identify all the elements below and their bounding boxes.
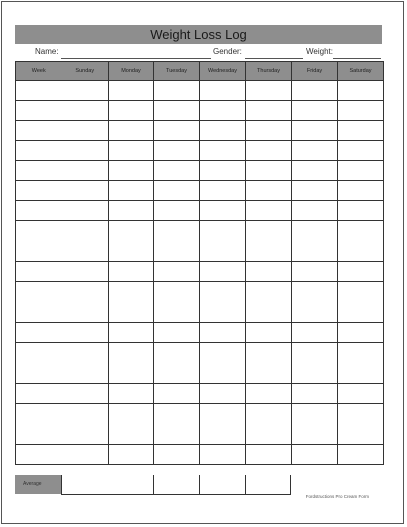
cell-tuesday[interactable] [154, 101, 200, 121]
cell-monday[interactable] [109, 262, 154, 282]
cell-thursday[interactable] [246, 323, 292, 343]
info-row [15, 46, 382, 60]
cell-friday[interactable] [292, 141, 338, 161]
cell-thursday[interactable] [246, 404, 292, 445]
cell-friday[interactable] [292, 262, 338, 282]
cell-thursday[interactable] [246, 201, 292, 221]
cell-week[interactable] [16, 282, 62, 323]
cell-saturday[interactable] [338, 101, 384, 121]
header-row [16, 62, 384, 81]
cell-thursday[interactable] [246, 343, 292, 384]
cell-friday[interactable] [292, 282, 338, 323]
cell-week[interactable] [16, 343, 62, 384]
cell-thursday[interactable] [246, 161, 292, 181]
cell-thursday[interactable] [246, 384, 292, 404]
name-field[interactable] [61, 58, 211, 59]
cell-tuesday[interactable] [154, 323, 200, 343]
cell-saturday[interactable] [338, 343, 384, 384]
name-label: Name: [35, 47, 59, 56]
cell-friday[interactable] [292, 101, 338, 121]
weight-log-table [15, 61, 384, 465]
table-row [16, 404, 384, 445]
cell-saturday[interactable] [338, 445, 384, 465]
cell-wednesday[interactable] [200, 343, 246, 384]
cell-friday[interactable] [292, 201, 338, 221]
cell-tuesday[interactable] [154, 81, 200, 101]
cell-week[interactable] [16, 262, 62, 282]
cell-monday[interactable] [109, 282, 154, 323]
cell-friday[interactable] [292, 323, 338, 343]
average-cell-thursday[interactable] [245, 475, 291, 495]
cell-week[interactable] [16, 141, 62, 161]
cell-sunday[interactable] [62, 262, 109, 282]
cell-week[interactable] [16, 121, 62, 141]
col-header-sunday: Sunday [62, 62, 109, 81]
cell-friday[interactable] [292, 221, 338, 262]
table-row [16, 323, 384, 343]
cell-tuesday[interactable] [154, 343, 200, 384]
cell-monday[interactable] [109, 404, 154, 445]
cell-sunday[interactable] [62, 445, 109, 465]
cell-monday[interactable] [109, 141, 154, 161]
cell-thursday[interactable] [246, 262, 292, 282]
cell-saturday[interactable] [338, 81, 384, 101]
cell-thursday[interactable] [246, 81, 292, 101]
cell-wednesday[interactable] [200, 445, 246, 465]
cell-wednesday[interactable] [200, 101, 246, 121]
cell-week[interactable] [16, 221, 62, 262]
cell-tuesday[interactable] [154, 141, 200, 161]
table-row [16, 343, 384, 384]
weight-field[interactable] [333, 58, 381, 59]
cell-monday[interactable] [109, 221, 154, 262]
cell-sunday[interactable] [62, 221, 109, 262]
cell-saturday[interactable] [338, 141, 384, 161]
cell-tuesday[interactable] [154, 161, 200, 181]
table-row [16, 445, 384, 465]
cell-monday[interactable] [109, 101, 154, 121]
cell-saturday[interactable] [338, 121, 384, 141]
table-row [16, 181, 384, 201]
cell-saturday[interactable] [338, 201, 384, 221]
table-row [16, 141, 384, 161]
cell-tuesday[interactable] [154, 221, 200, 262]
cell-monday[interactable] [109, 343, 154, 384]
col-header-wednesday: Wednesday [200, 62, 246, 81]
col-header-saturday: Saturday [338, 62, 384, 81]
table-row [16, 282, 384, 323]
col-header-friday: Friday [292, 62, 338, 81]
cell-wednesday[interactable] [200, 221, 246, 262]
cell-friday[interactable] [292, 445, 338, 465]
table-row [16, 121, 384, 141]
cell-sunday[interactable] [62, 282, 109, 323]
cell-monday[interactable] [109, 201, 154, 221]
cell-monday[interactable] [109, 181, 154, 201]
average-cell-sun-mon[interactable] [61, 475, 153, 495]
cell-wednesday[interactable] [200, 262, 246, 282]
cell-wednesday[interactable] [200, 323, 246, 343]
col-header-week: Week [16, 62, 62, 81]
cell-sunday[interactable] [62, 384, 109, 404]
cell-sunday[interactable] [62, 181, 109, 201]
cell-week[interactable] [16, 161, 62, 181]
average-label: Average [15, 475, 61, 494]
cell-monday[interactable] [109, 384, 154, 404]
cell-monday[interactable] [109, 121, 154, 141]
cell-saturday[interactable] [338, 262, 384, 282]
cell-friday[interactable] [292, 343, 338, 384]
cell-tuesday[interactable] [154, 445, 200, 465]
cell-monday[interactable] [109, 81, 154, 101]
table-row [16, 101, 384, 121]
cell-sunday[interactable] [62, 81, 109, 101]
cell-saturday[interactable] [338, 323, 384, 343]
cell-week[interactable] [16, 81, 62, 101]
gender-label: Gender: [213, 47, 242, 56]
cell-sunday[interactable] [62, 141, 109, 161]
cell-wednesday[interactable] [200, 384, 246, 404]
cell-wednesday[interactable] [200, 201, 246, 221]
cell-tuesday[interactable] [154, 384, 200, 404]
cell-week[interactable] [16, 404, 62, 445]
cell-friday[interactable] [292, 181, 338, 201]
cell-friday[interactable] [292, 404, 338, 445]
cell-saturday[interactable] [338, 384, 384, 404]
cell-saturday[interactable] [338, 221, 384, 262]
average-cell-tuesday[interactable] [153, 475, 199, 495]
average-cell-wednesday[interactable] [199, 475, 245, 495]
cell-sunday[interactable] [62, 404, 109, 445]
cell-wednesday[interactable] [200, 81, 246, 101]
cell-monday[interactable] [109, 161, 154, 181]
cell-tuesday[interactable] [154, 282, 200, 323]
cell-tuesday[interactable] [154, 121, 200, 141]
cell-sunday[interactable] [62, 121, 109, 141]
cell-thursday[interactable] [246, 181, 292, 201]
cell-wednesday[interactable] [200, 121, 246, 141]
cell-friday[interactable] [292, 384, 338, 404]
cell-thursday[interactable] [246, 445, 292, 465]
col-header-monday: Monday [109, 62, 154, 81]
cell-thursday[interactable] [246, 282, 292, 323]
table-row [16, 201, 384, 221]
table-row [16, 161, 384, 181]
cell-thursday[interactable] [246, 101, 292, 121]
cell-thursday[interactable] [246, 221, 292, 262]
cell-tuesday[interactable] [154, 262, 200, 282]
cell-tuesday[interactable] [154, 181, 200, 201]
cell-saturday[interactable] [338, 161, 384, 181]
cell-wednesday[interactable] [200, 161, 246, 181]
cell-tuesday[interactable] [154, 404, 200, 445]
cell-sunday[interactable] [62, 343, 109, 384]
cell-friday[interactable] [292, 81, 338, 101]
table-row [16, 221, 384, 262]
cell-friday[interactable] [292, 121, 338, 141]
cell-thursday[interactable] [246, 121, 292, 141]
cell-sunday[interactable] [62, 101, 109, 121]
cell-wednesday[interactable] [200, 282, 246, 323]
cell-monday[interactable] [109, 323, 154, 343]
cell-week[interactable] [16, 201, 62, 221]
cell-saturday[interactable] [338, 404, 384, 445]
col-header-thursday: Thursday [246, 62, 292, 81]
cell-thursday[interactable] [246, 141, 292, 161]
cell-tuesday[interactable] [154, 201, 200, 221]
cell-sunday[interactable] [62, 323, 109, 343]
gender-field[interactable] [245, 58, 303, 59]
cell-saturday[interactable] [338, 282, 384, 323]
cell-saturday[interactable] [338, 181, 384, 201]
table-row [16, 81, 384, 101]
table-row [16, 262, 384, 282]
cell-week[interactable] [16, 181, 62, 201]
form-footer: Fordstructions Pro Cream Form [305, 494, 369, 499]
col-header-tuesday: Tuesday [154, 62, 200, 81]
page-title: Weight Loss Log [15, 25, 382, 44]
cell-wednesday[interactable] [200, 181, 246, 201]
cell-monday[interactable] [109, 445, 154, 465]
cell-week[interactable] [16, 323, 62, 343]
cell-week[interactable] [16, 384, 62, 404]
cell-friday[interactable] [292, 161, 338, 181]
weight-label: Weight: [306, 47, 333, 56]
cell-week[interactable] [16, 445, 62, 465]
cell-wednesday[interactable] [200, 141, 246, 161]
cell-sunday[interactable] [62, 201, 109, 221]
cell-week[interactable] [16, 101, 62, 121]
cell-wednesday[interactable] [200, 404, 246, 445]
table-row [16, 384, 384, 404]
cell-sunday[interactable] [62, 161, 109, 181]
